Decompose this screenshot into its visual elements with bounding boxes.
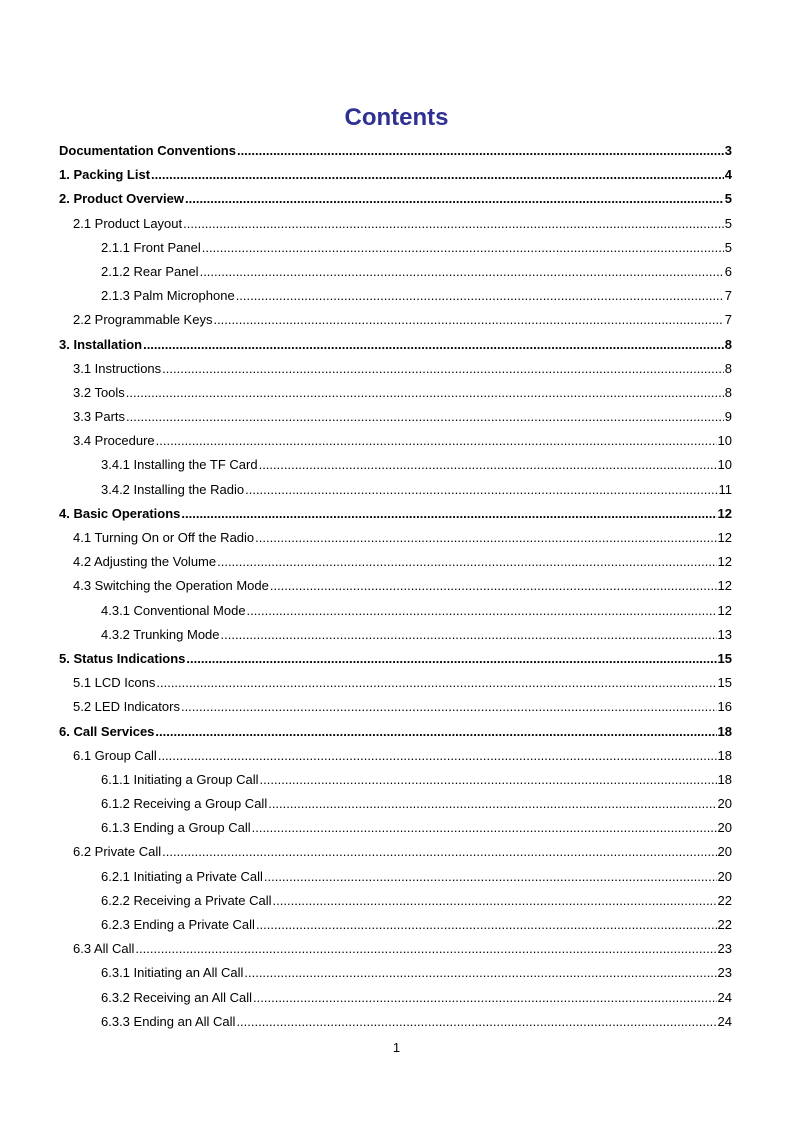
toc-entry-title: 3.1 Instructions [73,360,162,376]
toc-entry-page: 9 [724,409,732,425]
toc-entry[interactable] [59,453,732,477]
toc-entry-title: 6.1.3 Ending a Group Call [101,820,251,836]
toc-entry-page: 18 [717,771,732,787]
toc-entry[interactable] [59,308,732,332]
toc-entry[interactable] [59,720,732,744]
toc-entry-title: 2.2 Programmable Keys [73,312,213,328]
toc-entry-page: 10 [717,457,732,473]
toc-entry-title: 6.3.2 Receiving an All Call [101,989,253,1005]
toc-dot-leader [181,695,717,719]
toc-dot-leader [255,526,716,550]
toc-dot-leader [151,163,724,187]
toc-entry[interactable] [59,163,732,187]
toc-entry[interactable] [59,695,732,719]
toc-entry[interactable] [59,865,732,889]
toc-entry-title: Documentation Conventions [59,143,236,158]
toc-entry-title: 3.2 Tools [73,384,125,400]
toc-entry-page: 12 [717,530,732,545]
toc-dot-leader [256,913,717,937]
toc-entry-page: 15 [717,650,732,666]
toc-dot-leader [247,599,717,623]
toc-entry[interactable] [59,768,732,792]
toc-entry[interactable] [59,599,732,623]
toc-entry-page: 10 [717,433,732,449]
toc-entry-page: 16 [717,699,732,715]
table-of-contents [59,139,732,1034]
toc-entry-title: 6.2.1 Initiating a Private Call [101,868,263,884]
toc-entry-title: 6.3.3 Ending an All Call [101,1013,236,1029]
toc-entry[interactable] [59,840,732,864]
toc-entry[interactable] [59,1010,732,1034]
toc-dot-leader [162,357,724,381]
toc-entry-title: 6.2.2 Receiving a Private Call [101,892,272,908]
toc-entry-page: 12 [717,505,732,521]
toc-entry-title: 2.1.2 Rear Panel [101,263,199,279]
toc-dot-leader [156,671,716,695]
toc-entry[interactable] [59,260,732,284]
toc-entry-title: 4.1 Turning On or Off the Radio [73,530,255,545]
toc-entry-page: 23 [717,941,732,957]
page-number: 1 [392,1040,401,1055]
toc-entry-title: 6.2.3 Ending a Private Call [101,917,255,932]
toc-entry-page: 7 [724,312,732,328]
toc-entry-page: 20 [717,796,732,812]
toc-entry[interactable] [59,961,732,985]
toc-entry-title: 4.3.1 Conventional Mode [101,602,246,618]
toc-entry-title: 5.1 LCD Icons [73,675,156,691]
toc-entry[interactable] [59,913,732,937]
toc-entry[interactable] [59,792,732,816]
toc-entry[interactable] [59,671,732,695]
toc-dot-leader [126,405,724,429]
toc-entry[interactable] [59,574,732,598]
toc-entry-page: 22 [717,917,732,932]
toc-entry[interactable] [59,623,732,647]
toc-entry-page: 12 [717,578,732,594]
toc-entry-page: 15 [717,675,732,691]
toc-entry[interactable] [59,357,732,381]
toc-entry[interactable] [59,284,732,308]
toc-dot-leader [273,889,717,913]
toc-entry[interactable] [59,889,732,913]
toc-entry[interactable] [59,187,732,211]
toc-entry[interactable] [59,816,732,840]
toc-entry[interactable] [59,429,732,453]
toc-entry-title: 6.3.1 Initiating an All Call [101,965,244,981]
toc-dot-leader [253,986,717,1010]
toc-entry-title: 3.4.1 Installing the TF Card [101,457,258,473]
toc-entry-page: 3 [724,143,732,158]
toc-dot-leader [185,187,724,211]
toc-dot-leader [221,623,717,647]
toc-entry-title: 6. Call Services [59,723,155,739]
toc-entry-page: 20 [717,844,732,860]
toc-dot-leader [143,333,724,357]
toc-entry-title: 5. Status Indications [59,650,186,666]
toc-entry-title: 4.2 Adjusting the Volume [73,554,217,570]
toc-dot-leader [135,937,716,961]
toc-dot-leader [260,768,717,792]
toc-entry-page: 4 [724,167,732,183]
toc-entry-title: 4. Basic Operations [59,505,181,521]
toc-dot-leader [245,478,717,502]
toc-dot-leader [156,429,717,453]
toc-dot-leader [237,139,724,163]
toc-entry-title: 6.1.1 Initiating a Group Call [101,771,259,787]
toc-entry-title: 3.3 Parts [73,409,126,425]
toc-entry-title: 2. Product Overview [59,191,184,207]
toc-entry-title: 4.3 Switching the Operation Mode [73,578,269,594]
toc-entry-title: 2.1 Product Layout [73,215,183,231]
toc-dot-leader [202,236,724,260]
toc-entry[interactable] [59,381,732,405]
toc-dot-leader [270,574,717,598]
toc-entry[interactable] [59,550,732,574]
toc-dot-leader [162,840,716,864]
toc-dot-leader [213,308,723,332]
toc-dot-leader [252,816,717,840]
toc-entry-page: 5 [724,191,732,207]
toc-entry-page: 12 [717,602,732,618]
toc-entry-title: 4.3.2 Trunking Mode [101,626,220,642]
toc-entry-page: 12 [717,554,732,570]
toc-entry-title: 5.2 LED Indicators [73,699,180,715]
toc-entry-title: 3.4 Procedure [73,433,155,449]
toc-dot-leader [236,1010,716,1034]
toc-entry[interactable] [59,986,732,1010]
toc-entry-page: 8 [724,360,732,376]
toc-entry[interactable] [59,212,732,236]
toc-entry-title: 6.3 All Call [73,941,135,957]
toc-dot-leader [155,720,716,744]
toc-entry[interactable] [59,744,732,768]
toc-dot-leader [126,381,724,405]
toc-entry[interactable] [59,502,732,526]
toc-entry-page: 13 [717,626,732,642]
toc-dot-leader [183,212,724,236]
page-title: Contents [344,104,449,131]
toc-entry-title: 6.1 Group Call [73,747,157,763]
toc-entry-page: 24 [717,1013,732,1029]
toc-dot-leader [158,744,717,768]
toc-entry-title: 2.1.1 Front Panel [101,239,201,255]
toc-entry[interactable] [59,647,732,671]
toc-entry[interactable] [59,405,732,429]
toc-entry-page: 8 [724,336,732,352]
toc-entry-page: 8 [724,384,732,400]
toc-entry-page: 20 [717,868,732,884]
toc-entry-page: 20 [717,820,732,836]
toc-entry[interactable] [59,526,732,550]
toc-dot-leader [181,502,716,526]
toc-entry[interactable] [59,478,732,502]
toc-dot-leader [200,260,724,284]
toc-entry-page: 11 [718,481,732,497]
toc-entry-title: 3.4.2 Installing the Radio [101,481,245,497]
toc-entry[interactable] [59,139,732,163]
toc-dot-leader [236,284,724,308]
toc-entry-title: 6.2 Private Call [73,844,162,860]
toc-entry-page: 5 [724,215,732,231]
toc-entry-title: 6.1.2 Receiving a Group Call [101,796,268,812]
toc-dot-leader [244,961,716,985]
toc-dot-leader [268,792,716,816]
toc-entry[interactable] [59,333,732,357]
toc-entry-page: 5 [724,239,732,255]
toc-entry-title: 3. Installation [59,336,143,352]
toc-entry-page: 18 [717,723,732,739]
toc-entry-page: 7 [724,288,732,304]
toc-entry-page: 23 [717,965,732,981]
toc-entry[interactable] [59,236,732,260]
toc-dot-leader [186,647,716,671]
toc-entry-page: 18 [717,747,732,763]
toc-entry-page: 22 [717,892,732,908]
toc-entry-page: 6 [724,263,732,279]
toc-entry[interactable] [59,937,732,961]
toc-entry-title: 1. Packing List [59,167,151,183]
toc-entry-title: 2.1.3 Palm Microphone [101,288,235,304]
toc-dot-leader [217,550,716,574]
toc-dot-leader [259,453,717,477]
toc-dot-leader [264,865,717,889]
toc-entry-page: 24 [717,989,732,1005]
